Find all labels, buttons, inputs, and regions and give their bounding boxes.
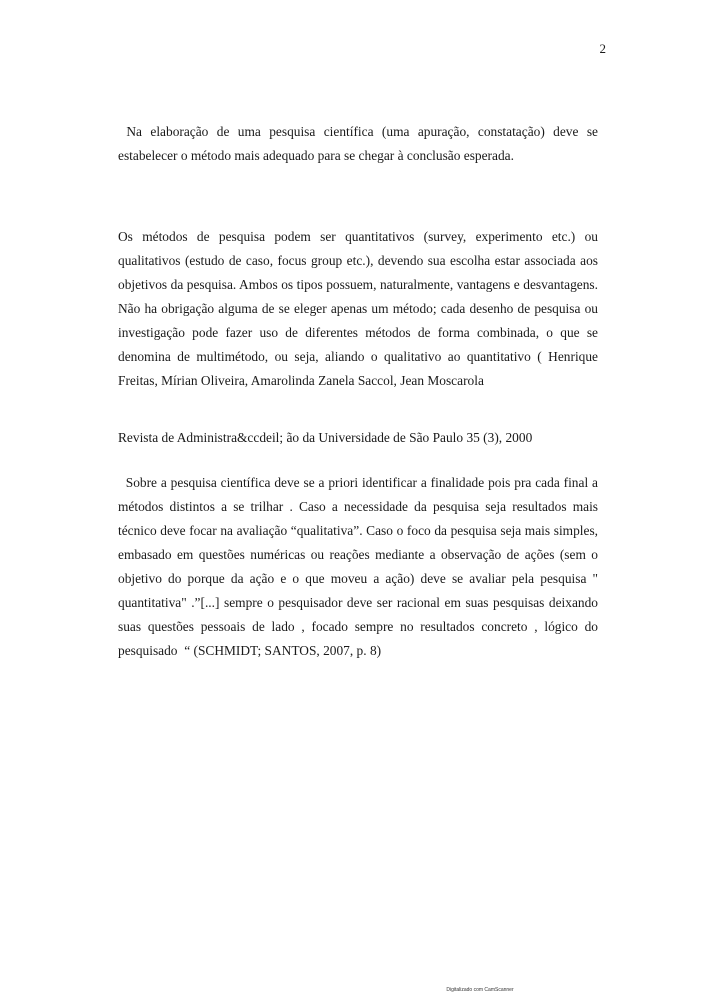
- paragraph-intro: Na elaboração de uma pesquisa científica (uma apuração, constatação) deve se estabelecer o método mais adequado para se chegar à conclusão esperada.: [118, 124, 602, 163]
- paragraph-citation-source: Revista de Administra&ccdeil; ão da Universidade de São Paulo 35 (3), 2000: [118, 430, 533, 445]
- scanner-watermark: Digitalizado com CamScanner: [446, 987, 514, 993]
- paragraph-scientific-research: Sobre a pesquisa científica deve se a priori identificar a finalidade pois pra cada final a métodos distintos a se trilhar . Caso a necessidade da pesquisa seja resultados mais técnico deve focar na avaliação “qualitativa”. Caso o foco da pesquisa seja mais simples, embasado em questões numéricas ou reações mediante a observação de ações (sem o objetivo do porque da ação e o que moveu a ação) deve se avaliar pela pesquisa " quantitativa" .”[...] sempre o pesquisador deve ser racional em suas pesquisas deixando suas questões pessoais de lado , focado sempre no resultados concreto , lógico do pesquisado “ (SCHMIDT; SANTOS, 2007, p. 8): [118, 475, 602, 658]
- page-number: 2: [599, 41, 606, 56]
- paragraph-methods: Os métodos de pesquisa podem ser quantitativos (survey, experimento etc.) ou qualitativos (estudo de caso, focus group etc.), devendo sua escolha estar associada aos objetivos da pesquisa. Ambos os tipos possuem, naturalmente, vantagens e desvantagens. Não ha obrigação alguma de se eleger apenas um método; cada desenho de pesquisa ou investigação pode fazer uso de diferentes métodos de forma combinada, o que se denomina de multimétodo, ou seja, aliando o qualitativo ao quantitativo ( Henrique Freitas, Mírian Oliveira, Amarolinda Zanela Saccol, Jean Moscarola: [118, 229, 598, 388]
